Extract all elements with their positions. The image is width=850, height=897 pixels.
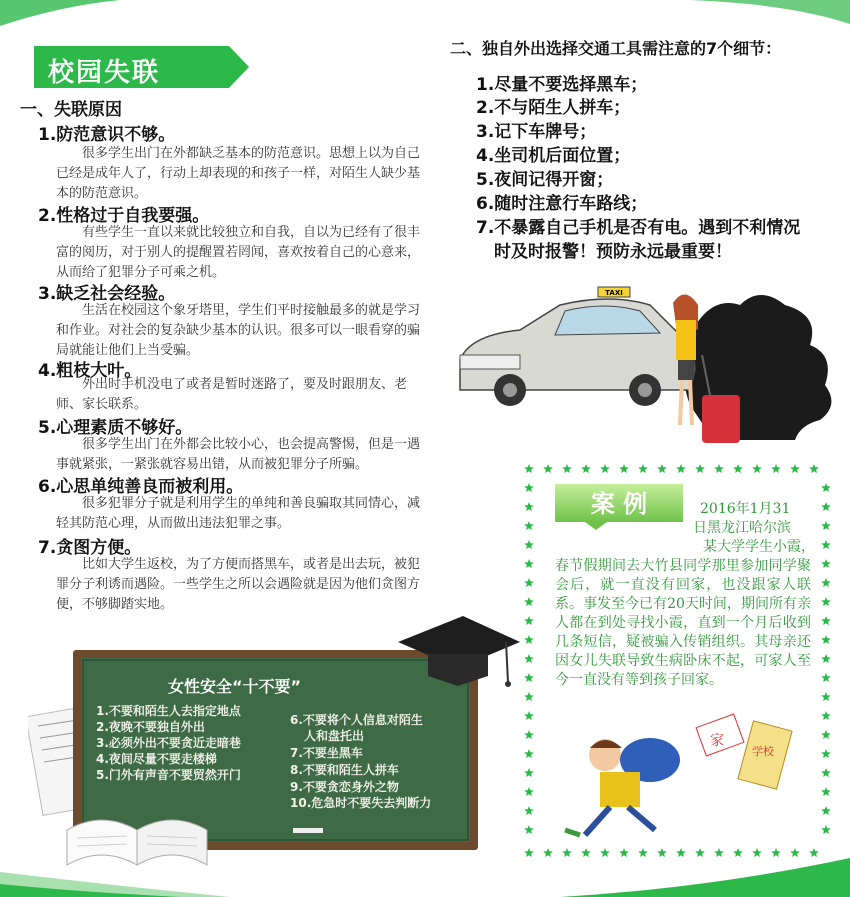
reason-2-body: 有些学生一直以来就比较独立和自我，自以为已经有了很丰富的阅历，对于别人的提醒置若罔闻，喜欢按着自己的心意来，从而给了犯罪分子可乘之机。 bbox=[56, 225, 421, 280]
border-star bbox=[821, 692, 831, 701]
reason-3-title: 3.缺乏社会经验。 bbox=[38, 284, 176, 304]
taxi-illustration bbox=[440, 275, 845, 450]
border-star bbox=[524, 559, 534, 568]
svg-text:家: 家 bbox=[710, 733, 724, 749]
board-item-2: 2.夜晚不要独自外出 bbox=[96, 720, 205, 734]
border-star bbox=[790, 464, 800, 473]
border-star bbox=[676, 464, 686, 473]
tip-7-cont: 时及时报警！预防永远最重要！ bbox=[494, 242, 732, 262]
border-star bbox=[524, 848, 534, 857]
border-star bbox=[821, 711, 831, 720]
board-item-1: 1.不要和陌生人去指定地点 bbox=[96, 704, 241, 718]
border-star bbox=[524, 540, 534, 549]
border-star bbox=[821, 616, 831, 625]
board-item-10: 10.危急时不要失去判断力 bbox=[290, 796, 432, 810]
border-star bbox=[524, 654, 534, 663]
border-star bbox=[524, 692, 534, 701]
graduation-cap-icon bbox=[388, 612, 523, 692]
border-star bbox=[524, 483, 534, 492]
reason-4-title: 4.粗枝大叶。 bbox=[38, 361, 142, 381]
tip-5: 5.夜间记得开窗； bbox=[476, 170, 614, 190]
border-star bbox=[524, 597, 534, 606]
border-star bbox=[821, 483, 831, 492]
reason-6-title: 6.心思单纯善良而被利用。 bbox=[38, 477, 244, 497]
border-star bbox=[821, 730, 831, 739]
border-star bbox=[771, 464, 781, 473]
border-star bbox=[821, 749, 831, 758]
case-body: 春节假期间去大竹县同学那里参加同学聚会后，就一直没有回家，也没跟家人联系。事发至今已有20天时间，期间所有亲人都在到处寻找小霞，直到一个月后收到几条短信，疑被骗入传销组织。其母亲还因女儿失联导致生病卧床不起，可家人至今一直没有等到孩子回家。 bbox=[555, 558, 811, 688]
border-star bbox=[524, 635, 534, 644]
border-star bbox=[821, 825, 831, 834]
border-star bbox=[821, 635, 831, 644]
board-item-6-cont: 人和盘托出 bbox=[304, 729, 365, 743]
border-star bbox=[600, 464, 610, 473]
border-star bbox=[524, 730, 534, 739]
reason-2-title: 2.性格过于自我要强。 bbox=[38, 206, 210, 226]
reason-5-title: 5.心理素质不够好。 bbox=[38, 418, 193, 438]
border-star bbox=[619, 464, 629, 473]
board-item-9: 9.不要贪恋身外之物 bbox=[290, 780, 399, 794]
reason-1-title: 1.防范意识不够。 bbox=[38, 125, 176, 145]
border-star bbox=[524, 521, 534, 530]
board-item-5: 5.门外有声音不要贸然开门 bbox=[96, 768, 241, 782]
section-heading-causes: 一、失联原因 bbox=[20, 100, 122, 120]
border-star bbox=[809, 848, 819, 857]
svg-text:TAXI: TAXI bbox=[605, 289, 623, 297]
tip-3: 3.记下车牌号； bbox=[476, 122, 597, 142]
border-star bbox=[524, 711, 534, 720]
border-star bbox=[524, 616, 534, 625]
border-star bbox=[524, 749, 534, 758]
tip-1: 1.尽量不要选择黑车； bbox=[476, 75, 648, 95]
border-star bbox=[524, 464, 534, 473]
reason-3-body: 生活在校园这个象牙塔里，学生们平时接触最多的就是学习和作业。对社会的复杂缺少基本的认识。很多可以一眼看穿的骗局就能让他们上当受骗。 bbox=[56, 303, 421, 358]
border-star bbox=[733, 464, 743, 473]
border-star bbox=[657, 464, 667, 473]
open-book-icon bbox=[62, 790, 212, 870]
board-item-3: 3.必须外出不要贪近走暗巷 bbox=[96, 736, 241, 750]
case-line-3: 某大学学生小霞， bbox=[703, 539, 815, 555]
border-star bbox=[524, 768, 534, 777]
board-item-8: 8.不要和陌生人拼车 bbox=[290, 763, 399, 777]
top-right-swoosh bbox=[690, 0, 850, 26]
reason-5-body: 很多学生出门在外都会比较小心，也会提高警惕，但是一遇事就紧张，一紧张就容易出错，从而被犯罪分子所骗。 bbox=[56, 437, 421, 472]
running-boy-illustration bbox=[560, 710, 810, 850]
reason-6-body: 很多犯罪分子就是利用学生的单纯和善良骗取其同情心，减轻其防范心理，从而做出违法犯罪之事。 bbox=[56, 496, 421, 531]
border-star bbox=[695, 464, 705, 473]
tip-2: 2.不与陌生人拼车； bbox=[476, 98, 631, 118]
border-star bbox=[821, 768, 831, 777]
border-star bbox=[524, 673, 534, 682]
svg-text:学校: 学校 bbox=[752, 745, 774, 758]
case-line-2: 日黑龙江哈尔滨 bbox=[693, 520, 791, 536]
bottom-right-swoosh bbox=[560, 858, 850, 897]
tip-6: 6.随时注意行车路线； bbox=[476, 194, 648, 214]
border-star bbox=[524, 787, 534, 796]
reason-1-body: 很多学生出门在外都缺乏基本的防范意识。思想上以为自己已经是成年人了，行动上却表现的和孩子一样，对陌生人缺少基本的防范意识。 bbox=[56, 146, 421, 201]
border-star bbox=[821, 673, 831, 682]
border-star bbox=[524, 578, 534, 587]
border-star bbox=[638, 464, 648, 473]
border-star bbox=[821, 559, 831, 568]
border-star bbox=[821, 578, 831, 587]
border-star bbox=[821, 806, 831, 815]
border-star bbox=[543, 848, 553, 857]
border-star bbox=[714, 464, 724, 473]
top-left-swoosh bbox=[0, 0, 120, 30]
tip-4: 4.坐司机后面位置； bbox=[476, 146, 631, 166]
case-line-1: 2016年1月31 bbox=[700, 501, 791, 517]
case-label bbox=[555, 484, 683, 530]
reason-7-body: 比如大学生返校，为了方便而搭黑车，或者是出去玩，被犯罪分子利诱而遇险。一些学生之所以会遇险就是因为他们贪图方便，不够脚踏实地。 bbox=[56, 557, 421, 612]
reason-7-title: 7.贪图方便。 bbox=[38, 538, 142, 558]
page-title: 校园失联 bbox=[48, 58, 161, 88]
border-star bbox=[821, 597, 831, 606]
tip-7: 7.不暴露自己手机是否有电。遇到不利情况 bbox=[476, 218, 801, 238]
board-item-6: 6.不要将个人信息对陌生 bbox=[290, 713, 423, 727]
border-star bbox=[821, 787, 831, 796]
border-star bbox=[821, 654, 831, 663]
border-star bbox=[524, 806, 534, 815]
border-star bbox=[809, 464, 819, 473]
board-item-7: 7.不要坐黑车 bbox=[290, 746, 363, 760]
border-star bbox=[543, 464, 553, 473]
title-banner bbox=[34, 46, 249, 88]
svg-text:案 例: 案 例 bbox=[590, 490, 648, 518]
border-star bbox=[524, 502, 534, 511]
border-star bbox=[752, 464, 762, 473]
border-star bbox=[562, 464, 572, 473]
border-star bbox=[581, 464, 591, 473]
reason-4-body: 外出时手机没电了或者是暂时迷路了，要及时跟朋友、老师、家长联系。 bbox=[56, 377, 408, 412]
section-heading-transport: 二、独自外出选择交通工具需注意的7个细节： bbox=[450, 39, 782, 58]
board-item-4: 4.夜间尽量不要走楼梯 bbox=[96, 752, 217, 766]
board-title: 女性安全“十不要” bbox=[168, 677, 302, 696]
border-star bbox=[524, 825, 534, 834]
